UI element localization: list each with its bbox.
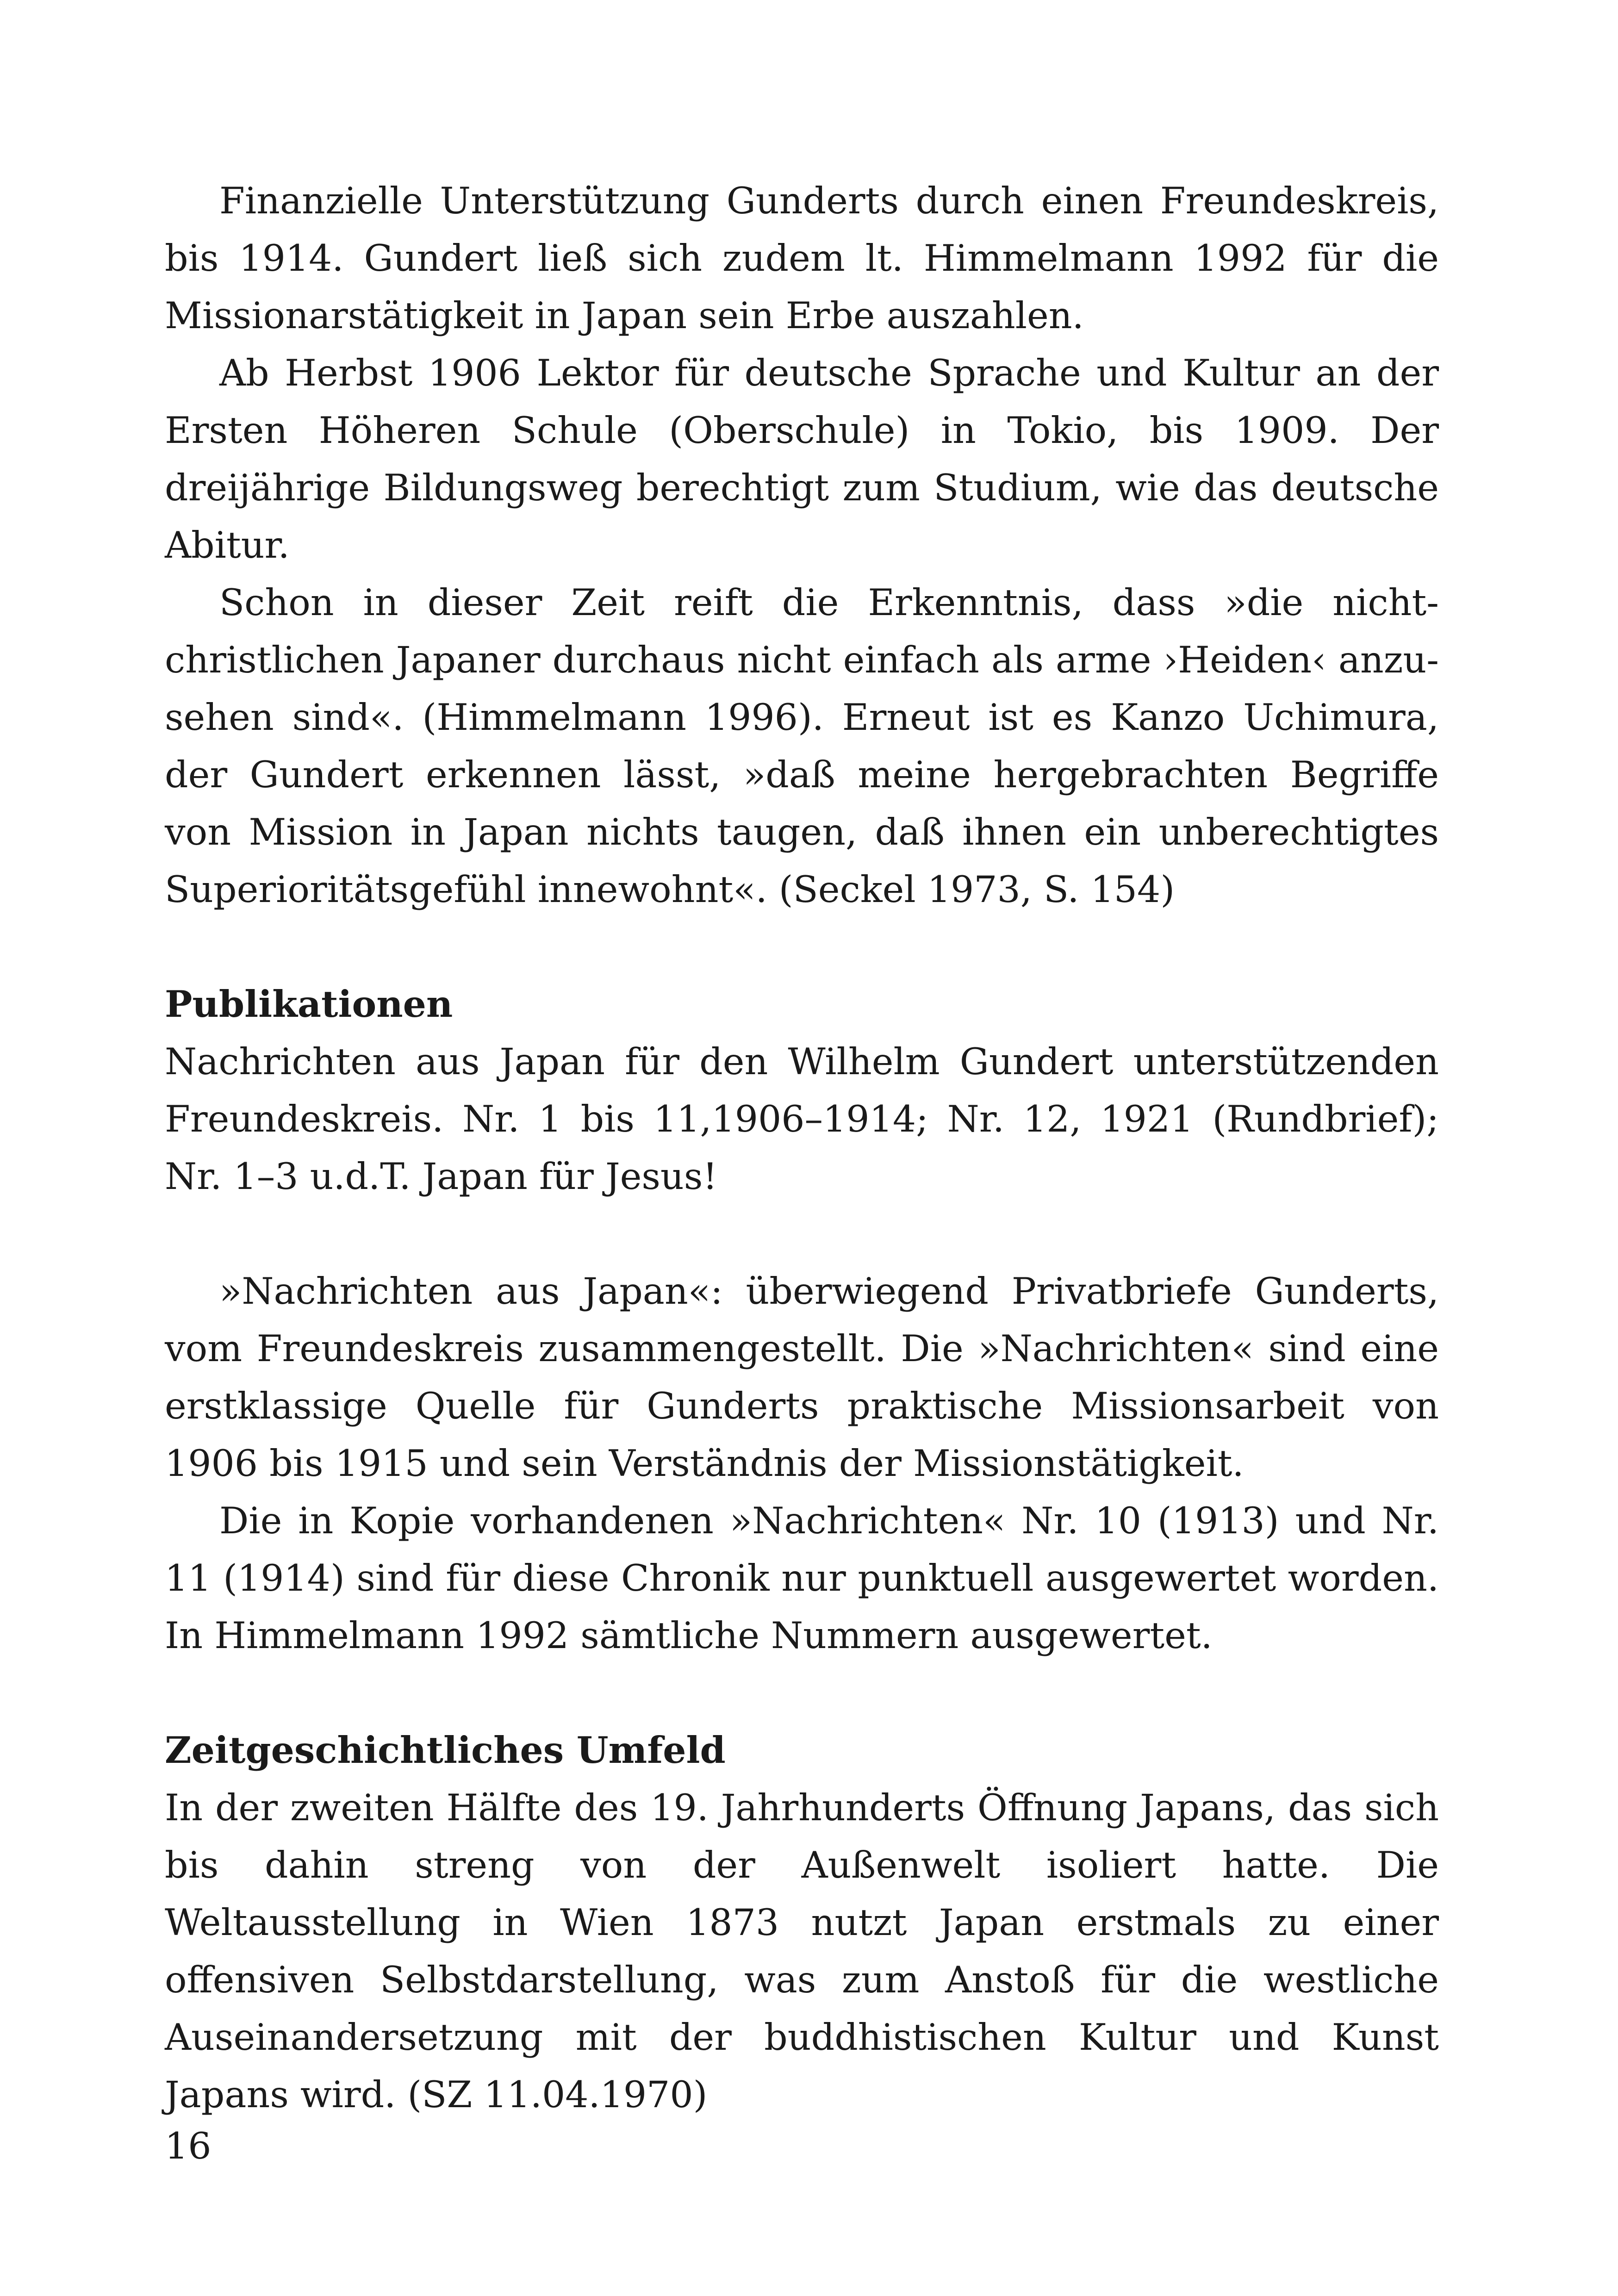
paragraph-umfeld: In der zweiten Hälfte des 19. Jahrhunderts Öffnung Japans, das sich bis dahin streng von der Außenwelt isoliert hatte. Die Weltausstellung in Wien 1873 nutzt Japan erstmals zu einer offensiven Selbstdarstellung, was zum Anstoß für die westliche Auseinandersetzung mit der buddhistischen Kultur und Kunst Japans wird. (SZ 11.04.1970)	[165, 1786, 1439, 2116]
paragraph-spacer	[165, 1205, 1439, 1263]
paragraph-financial-support: Finanzielle Unterstützung Gunderts durch einen Freundeskreis, bis 1914. Gundert ließ sich zudem lt. Himmelmann 1992 für die Missionarstätigkeit in Japan sein Erbe auszahlen.	[165, 180, 1439, 337]
section-spacer	[165, 918, 1439, 976]
page-number: 16	[165, 2125, 212, 2167]
intro-section	[165, 172, 1439, 918]
section-spacer	[165, 1664, 1439, 1722]
page-body	[165, 172, 1439, 2123]
publication-entry: Nachrichten aus Japan für den Wilhelm Gundert unterstützenden Freundeskreis. Nr. 1 bis 11,1906–1914; Nr. 12, 1921 (Rundbrief); Nr. 1–3 u.d.T. Japan für Jesus!	[165, 1040, 1439, 1198]
umfeld-section	[165, 1722, 1439, 2123]
paragraph-lecturer: Ab Herbst 1906 Lektor für deutsche Sprache und Kultur an der Ersten Höheren Schule (Oberschule) in Tokio, bis 1909. Der dreijährige Bildungsweg berechtigt zum Studium, wie das deutsche Abitur.	[165, 352, 1439, 566]
paragraph-nachrichten-description: »Nachrichten aus Japan«: überwiegend Privatbriefe Gunderts, vom Freundeskreis zusammengestellt. Die »Nachrichten« sind eine erstklassige Quelle für Gunderts praktische Missionsarbeit von 1906 bis 1915 und sein Verständnis der Missionstätigkeit.	[165, 1270, 1439, 1485]
section-heading-umfeld: Zeitgeschichtliches Umfeld	[165, 1729, 726, 1772]
paragraph-insight: Schon in dieser Zeit reift die Erkenntnis, dass »die nichtchristlichen Japaner durchaus nicht einfach als arme ›Heiden‹ anzusehen sind«. (Himmelmann 1996). Erneut ist es Kanzo Uchimura, der Gundert erkennen lässt, »daß meine hergebrachten Begriffe von Mission in Japan nichts taugen, daß ihnen ein unberechtigtes Superioritätsgefühl innewohnt«. (Seckel 1973, S. 154)	[165, 581, 1439, 911]
publikationen-section	[165, 976, 1439, 1664]
section-heading-publikationen: Publikationen	[165, 983, 453, 1026]
paragraph-nachrichten-copies: Die in Kopie vorhandenen »Nachrichten« Nr. 10 (1913) und Nr. 11 (1914) sind für diese Chronik nur punktuell ausgewertet worden. In Himmelmann 1992 sämtliche Nummern ausgewertet.	[165, 1500, 1439, 1657]
